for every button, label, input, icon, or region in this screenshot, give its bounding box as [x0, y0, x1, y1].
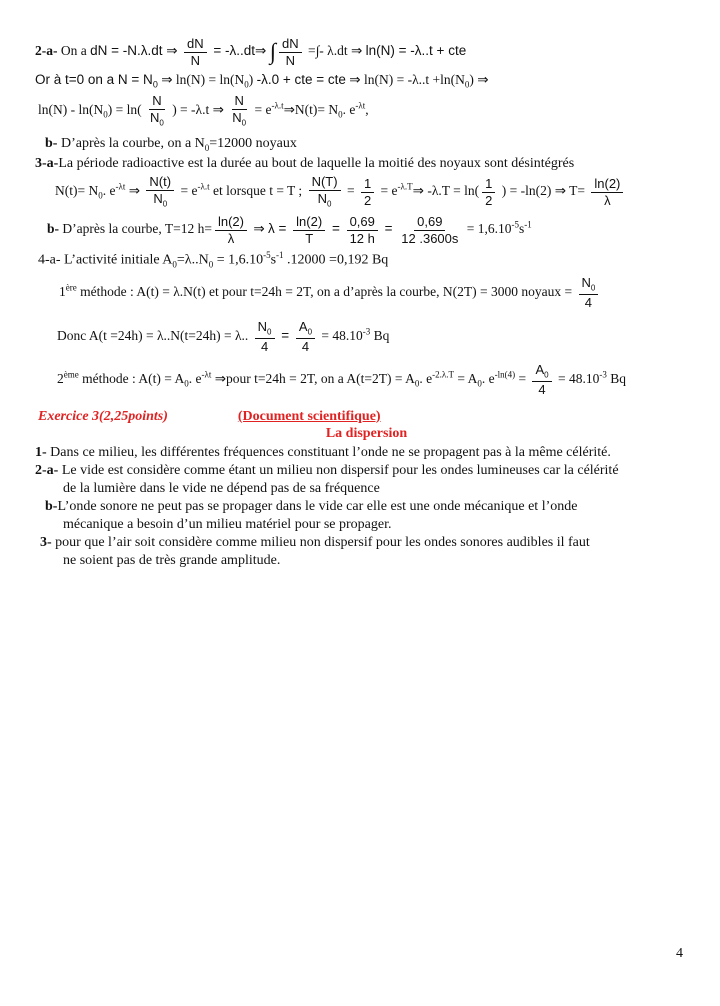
fraction: $\frac{dN}{N}$ [184, 37, 207, 67]
eq-3a: $N(t)= N_0$. $e^{-\lambda t}$ ⇒ $\frac{N(t)}{N_0}$ = $e^{-\lambda.t}$ et lorsque t = T ; $\frac{N(T)}{N_0}$ = $\frac{1}{2}$ = $e^{-\lambda.T}\Rightarrow$ -λ.T = ln( $\frac{1}{2}$ ) = -ln(2) ⇒ T= $\frac{\ln(2)}{\lambda}$ [55, 174, 698, 210]
answer-ex3-3-cont: ne soient pas de très grande amplitude. [63, 552, 281, 568]
fraction: $\frac{N(t)}{N_0}$ [146, 175, 174, 209]
eq-methode2: 2ème méthode : $A(t) = A_0$. $e^{-\lambda t}$ ⇒pour t=24h = 2T, on a $A(t=2T) = A_0$. $e^{-2.\lambda.T} = A_0$. $e^{-ln(4)}$ = $\frac{A_0}{4}$ = $48.10^{-3}$ Bq [57, 362, 626, 398]
fraction: $\frac{A_0}{4}$ [532, 363, 551, 397]
fraction: $\frac{A_0}{4}$ [296, 320, 315, 354]
answer-ex3-2b-cont: mécanique a besoin d’un milieu matériel pour se propager. [63, 516, 392, 532]
fraction: $\frac{1}{2}$ [482, 177, 495, 207]
answer-ex3-1: 1- Dans ce milieu, les différentes fréquences constituant l’onde ne se propagent pas à la même célérité. [35, 444, 611, 460]
page-number: 4 [676, 946, 683, 961]
answer-3a-def: 3-a-La période radioactive est la durée au bout de laquelle la moitié des noyaux sont désintégrés [35, 155, 575, 171]
fraction: $\frac{\ln(2)}{\lambda}$ [215, 215, 247, 245]
fraction: $\frac{0,69}{12 .3600s}$ [401, 214, 459, 246]
fraction: $\frac{N_0}{4}$ [255, 320, 275, 354]
eq-2a-line3: $\ln(N) - \ln(N_0) = \ln$( $\frac{N}{N_0}$ ) = -λ.t ⇒ $\frac{N}{N_0}$ = $e^{-\lambda.t}\Rightarrow N(t)= N_0$. $e^{-\lambda t}$, [38, 93, 369, 128]
fraction: $\frac{\ln(2)}{\lambda}$ [591, 177, 623, 207]
eq-3b: b- D’après la courbe, T=12 h= $\frac{\ln(2)}{\lambda}$ ⇒ λ = $\frac{\ln(2)}{T}$ = $\frac{0,69}{12 h}$ = $\frac{0,69}{12 .3600s}$ = $1,6.10^{-5}s^{-1}$ [47, 214, 532, 246]
fraction: $\frac{N}{N_0}$ [232, 93, 247, 128]
exercice3-header: Exercice 3(2,25points) (Document scientifique) [38, 408, 381, 424]
integral-sign: ∫ [269, 38, 276, 64]
fraction: $\frac{0,69}{12 h}$ [347, 215, 378, 245]
answer-2b: b- D’après la courbe, on a $N_0=12000$ noyaux [45, 135, 297, 153]
fraction: $\frac{\ln(2)}{T}$ [293, 215, 325, 245]
fraction: $\frac{N_0}{4}$ [579, 276, 599, 310]
eq-2a-line1: 2-a- On a dN = -N.λ.dt ⇒ $\frac{dN}{N}$ = -λ..dt⇒ ∫ $\frac{dN}{N}$ =∫- λ.dt ⇒ ln(N) = -λ..t + cte [35, 36, 467, 68]
answer-4a: 4-a- L’activité initiale $A_0=\lambda..N_0 = 1,6.10^{-5}s^{-1}$ .12000 =0,192 Bq [38, 250, 389, 270]
fraction: $\frac{N(T)}{N_0}$ [309, 175, 341, 209]
fraction: $\frac{dN}{N}$ [279, 37, 302, 67]
answer-ex3-2a-cont: de la lumière dans le vide ne dépend pas de sa fréquence [63, 480, 380, 496]
answer-ex3-2a: 2-a- Le vide est considère comme étant un milieu non dispersif pour les ondes lumineuses car la célérité [35, 463, 619, 479]
answer-ex3-2b: b-L’onde sonore ne peut pas se propager dans le vide car elle est une onde mécanique et l’onde [45, 499, 578, 515]
fraction: $\frac{1}{2}$ [361, 177, 374, 207]
dispersion-title: La dispersion [325, 426, 408, 442]
eq-donc: Donc A(t =24h) = λ..N(t=24h) = λ.. $\frac{N_0}{4}$ = $\frac{A_0}{4}$ = $48.10^{-3}$ Bq [57, 318, 390, 354]
eq-methode1: 1ère méthode : A(t) = λ.N(t) et pour t=24h = 2T, on a d’après la courbe, N(2T) = 3000 noyaux = $\frac{N_0}{4}$ [59, 275, 698, 311]
answer-ex3-3: 3- pour que l’air soit considère comme milieu non dispersif pour les ondes sonores audibles il faut [40, 535, 590, 551]
fraction: $\frac{N}{N_0}$ [149, 93, 164, 128]
eq-2a-line2: Or à t=0 on a $N = N_0$ ⇒ $\ln(N) = \ln(N_0) -\lambda.0$ + cte = cte ⇒ $\ln(N) = -\lambda..t +\ln(N_0)$ ⇒ [35, 72, 489, 90]
document-content [35, 28, 698, 569]
